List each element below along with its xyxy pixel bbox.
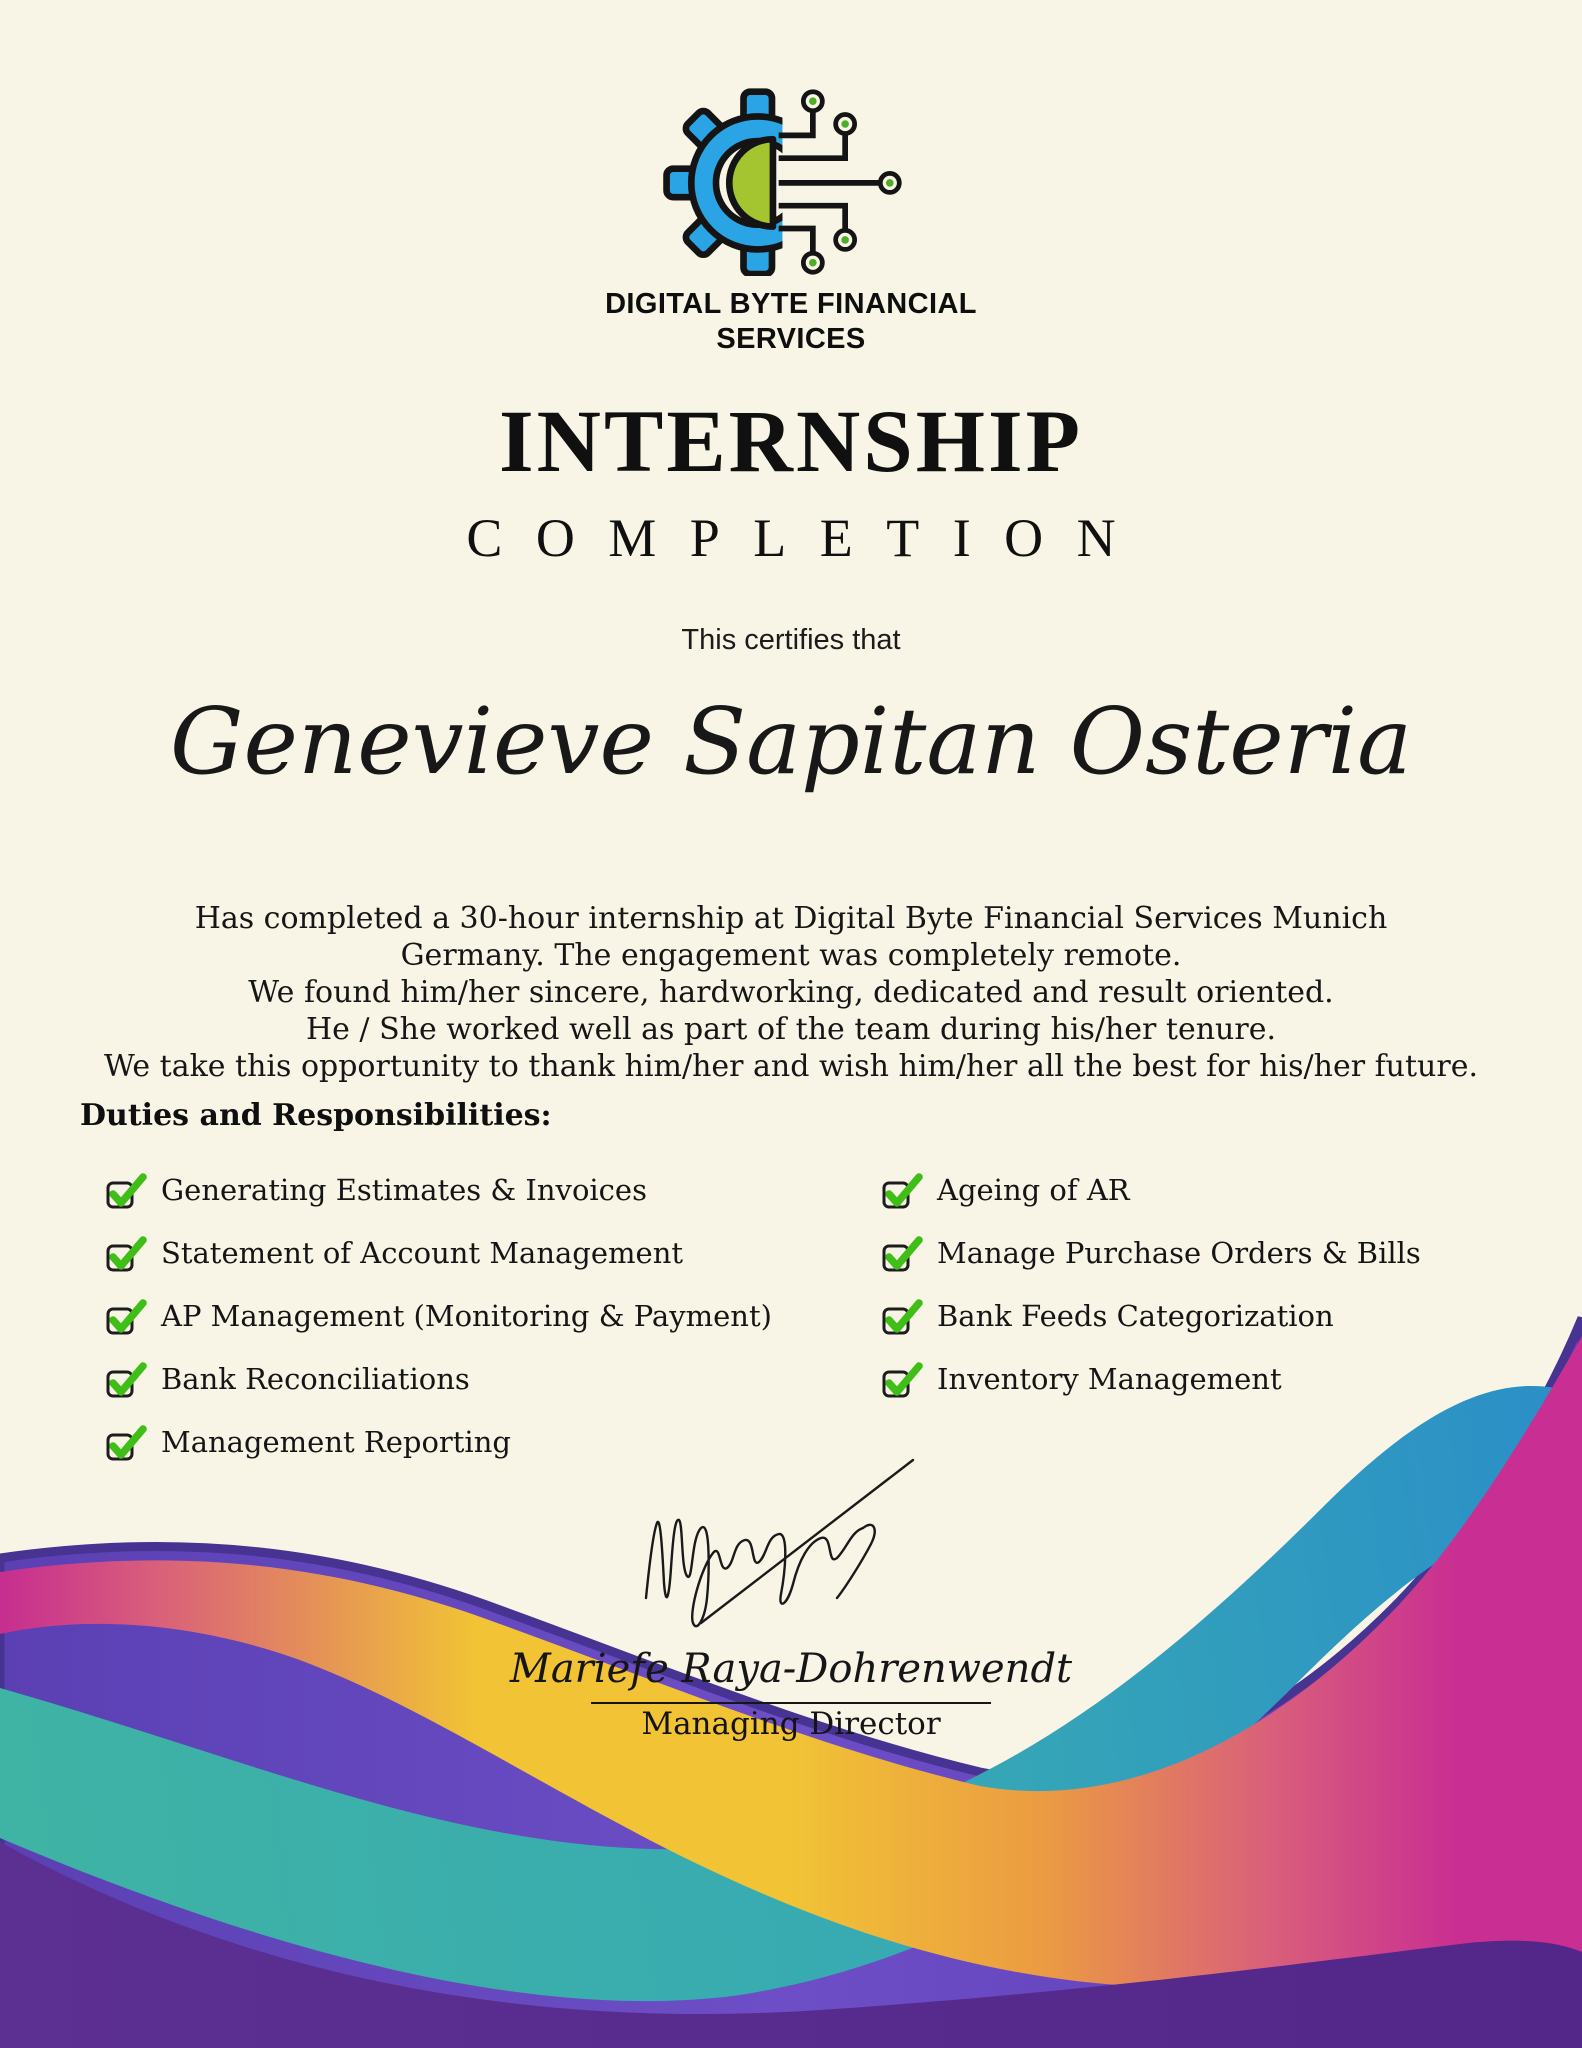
duties-heading: Duties and Responsibilities: (80, 1098, 552, 1133)
signer-title: Managing Director (641, 1706, 941, 1742)
checked-checkbox-icon (104, 1359, 148, 1399)
duty-item (880, 1233, 1421, 1273)
duty-label: Bank Reconciliations (161, 1362, 470, 1396)
certificate-title: INTERNSHIP (499, 393, 1083, 491)
duty-item (880, 1296, 1421, 1336)
checked-checkbox-icon (104, 1296, 148, 1336)
certifies-text: This certifies that (681, 624, 901, 656)
duty-label: AP Management (Monitoring & Payment) (161, 1299, 772, 1333)
recipient-name: Genevieve Sapitan Osteria (170, 688, 1412, 795)
checked-checkbox-icon (880, 1170, 924, 1210)
circuit-traces (779, 111, 880, 254)
duty-label: Ageing of AR (937, 1173, 1130, 1207)
checked-checkbox-icon (104, 1422, 148, 1462)
duty-label: Statement of Account Management (161, 1236, 684, 1270)
checked-checkbox-icon (880, 1359, 924, 1399)
checked-checkbox-icon (880, 1296, 924, 1336)
checked-checkbox-icon (104, 1233, 148, 1273)
company-logo (556, 86, 1026, 276)
duty-item (104, 1296, 772, 1336)
signature-line (591, 1702, 991, 1704)
duty-item (104, 1233, 772, 1273)
duties-column-left (104, 1170, 772, 1485)
duty-item (880, 1170, 1421, 1210)
body-line: Has completed a 30-hour internship at Digital Byte Financial Services Munich (194, 901, 1388, 936)
handwritten-signature (561, 1448, 1021, 1658)
duty-item (880, 1359, 1421, 1399)
duty-label: Bank Feeds Categorization (937, 1299, 1334, 1333)
company-name-line1: DIGITAL BYTE FINANCIAL (605, 288, 977, 320)
duties-column-right (880, 1170, 1421, 1422)
duty-item (104, 1170, 772, 1210)
body-line: We found him/her sincere, hardworking, dedicated and result oriented. (248, 975, 1334, 1010)
duty-item (104, 1359, 772, 1399)
signer-name: Mariefe Raya-Dohrenwendt (509, 1646, 1073, 1692)
body-line: He / She worked well as part of the team during his/her tenure. (305, 1012, 1277, 1047)
duty-label: Manage Purchase Orders & Bills (937, 1236, 1421, 1270)
duty-label: Inventory Management (937, 1362, 1282, 1396)
certificate-subtitle: COMPLETION (466, 508, 1150, 568)
checked-checkbox-icon (880, 1233, 924, 1273)
company-name (0, 287, 1582, 357)
body-line: Germany. The engagement was completely remote. (400, 938, 1182, 973)
duty-label: Management Reporting (161, 1425, 511, 1459)
checked-checkbox-icon (104, 1170, 148, 1210)
company-name-line2: SERVICES (716, 323, 866, 355)
certificate-body (0, 900, 1582, 1085)
duty-label: Generating Estimates & Invoices (161, 1173, 647, 1207)
body-line: We take this opportunity to thank him/her and wish him/her all the best for his/her future. (103, 1049, 1479, 1084)
